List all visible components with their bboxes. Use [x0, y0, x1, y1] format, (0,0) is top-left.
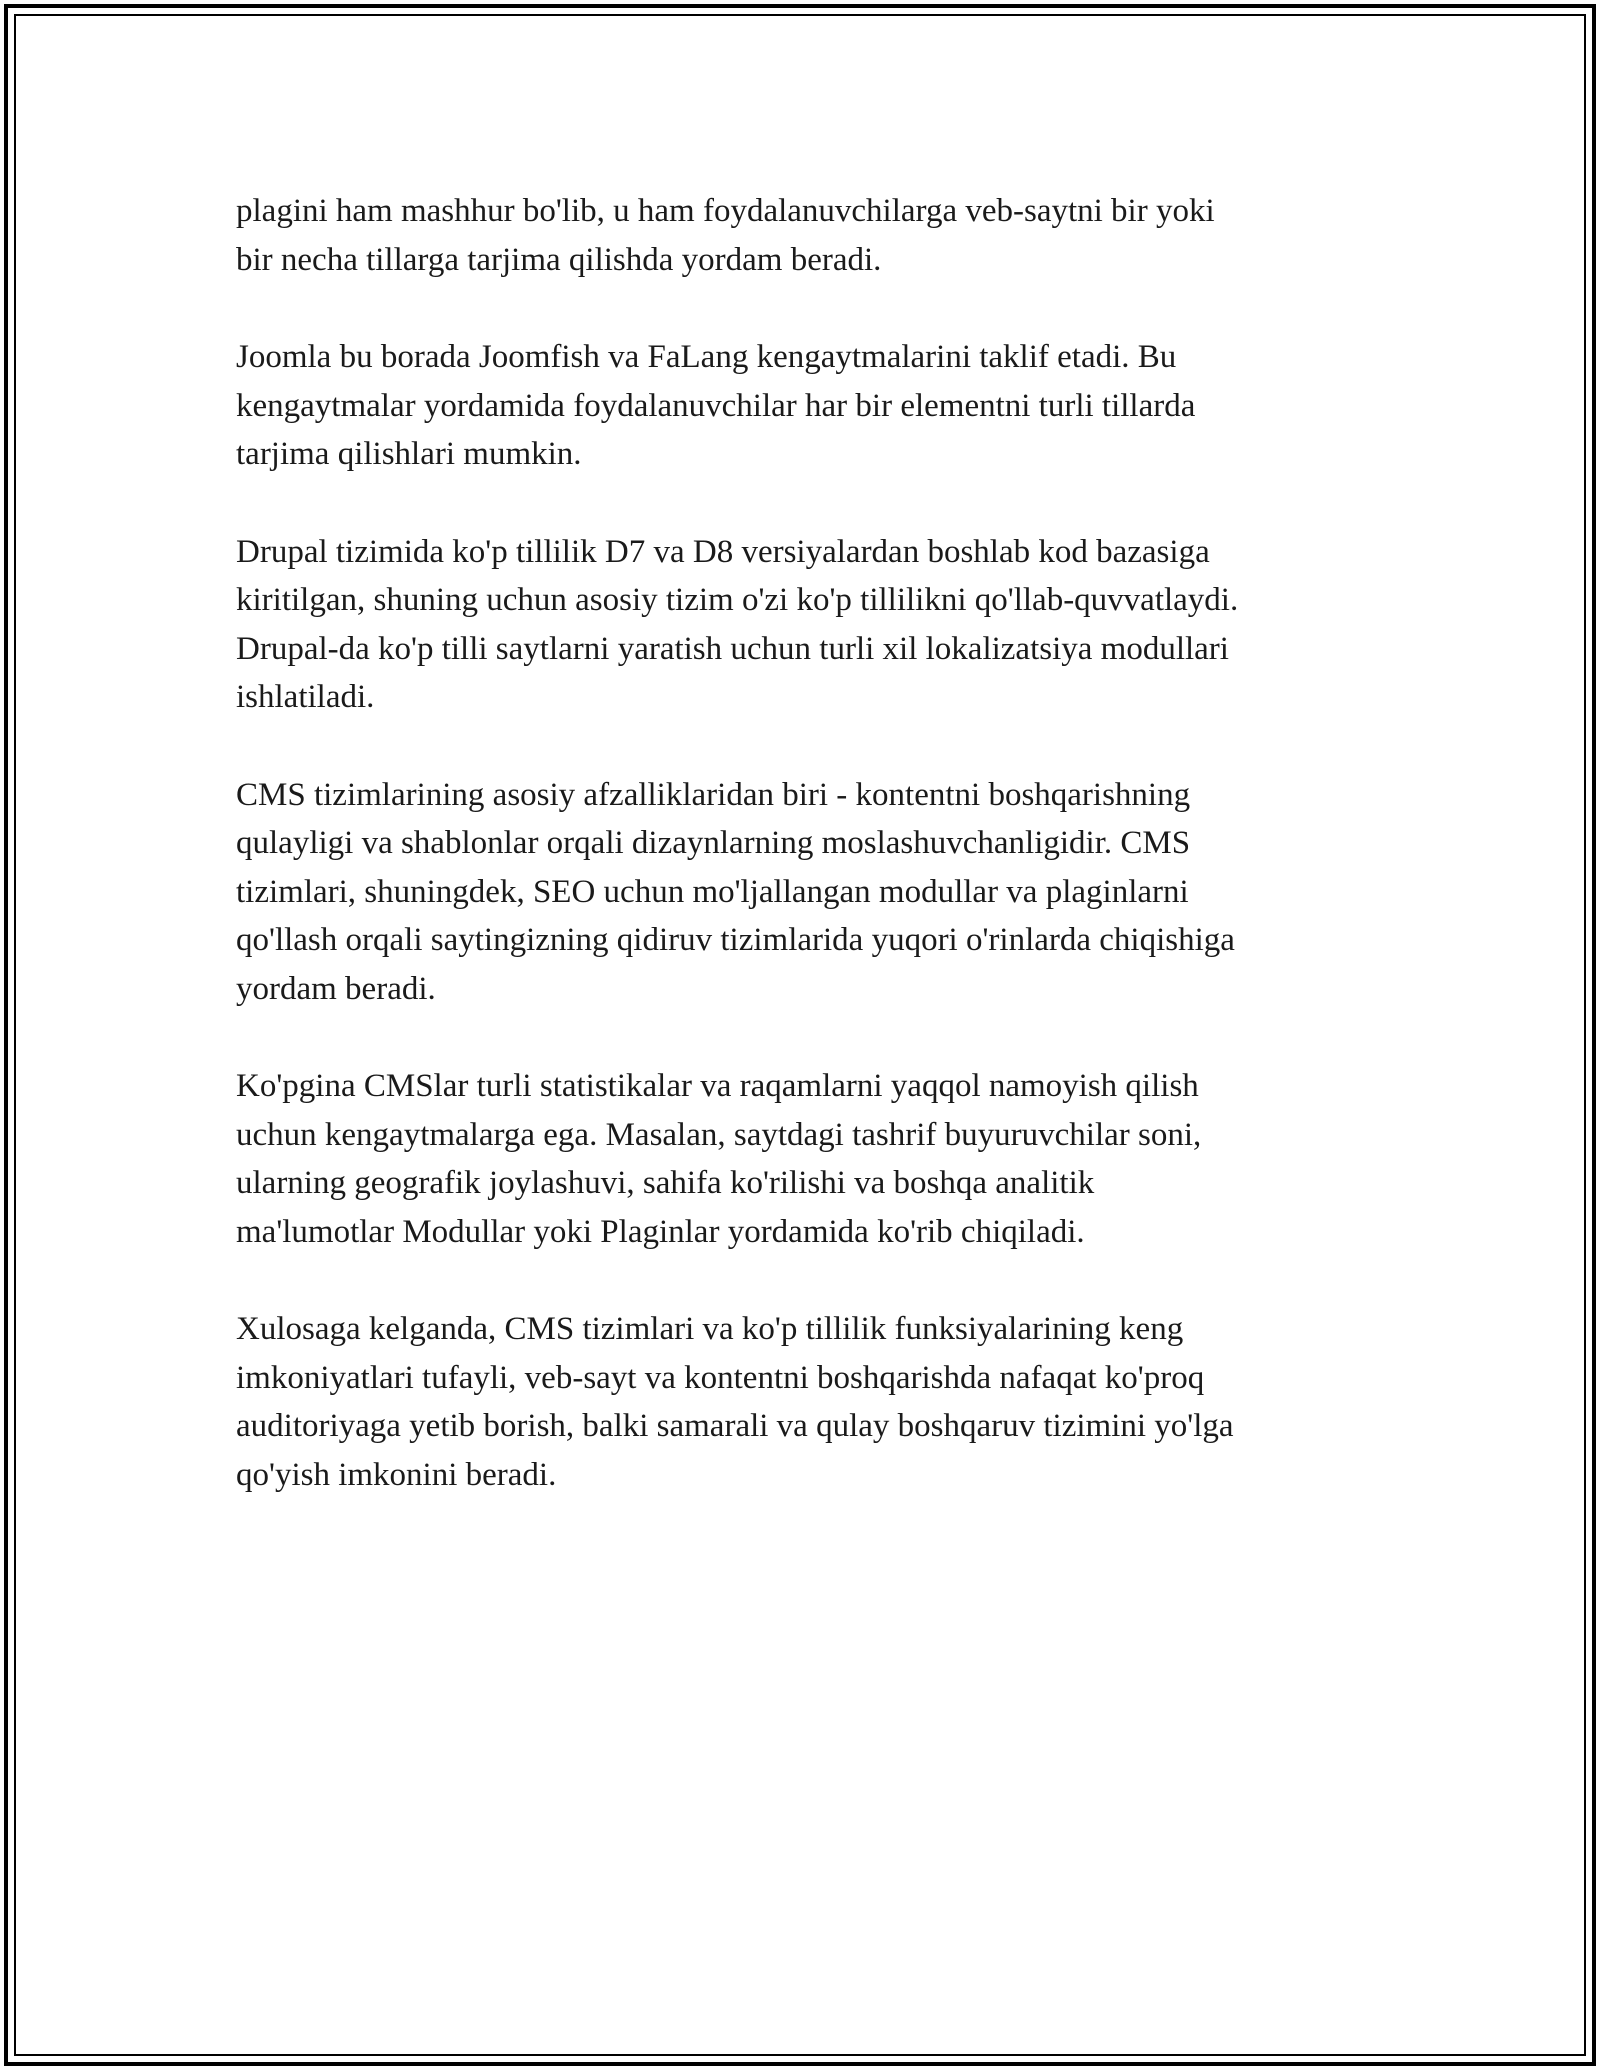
paragraph-cms-statistics: Ko'pgina CMSlar turli statistikalar va raqamlarni yaqqol namoyish qilish uchun kengaytmalarga ega. Masalan, saytdagi tashrif buyuruvchilar soni, ularning geografik joylashuvi, sahifa ko'rilishi va boshqa analitik ma'lumotlar Modullar yoki Plaginlar yordamida ko'rib chiqiladi. — [236, 1068, 1202, 1250]
document-body — [236, 187, 1416, 1548]
paragraph-cms-advantages: CMS tizimlarining asosiy afzalliklaridan biri - kontentni boshqarishning qulayligi va shablonlar orqali dizaynlarning moslashuvchanligidir. CMS tizimlari, shuningdek, SEO uchun mo'ljallangan modullar va plaginlarni qo'llash orqali saytingizning qidiruv tizimlarida yuqori o'rinlarda chiqishiga yordam beradi. — [236, 776, 1235, 1007]
paragraph-joomla: Joomla bu borada Joomfish va FaLang kengaytmalarini taklif etadi. Bu kengaytmalar yordamida foydalanuvchilar har bir elementni turli tillarda tarjima qilishlari mumkin. — [236, 339, 1196, 472]
paragraph-conclusion: Xulosaga kelganda, CMS tizimlari va ko'p tillilik funksiyalarining keng imkoniyatlari tufayli, veb-sayt va kontentni boshqarishda nafaqat ko'proq auditoriyaga yetib borish, balki samarali va qulay boshqaruv tizimini yo'lga qo'yish imkonini beradi. — [236, 1311, 1234, 1493]
paragraph-drupal: Drupal tizimida ko'p tillilik D7 va D8 versiyalardan boshlab kod bazasiga kiritilgan, shuning uchun asosiy tizim o'zi ko'p tillilikni qo'llab-quvvatlaydi. Drupal-da ko'p tilli saytlarni yaratish uchun turli xil lokalizatsiya modullari ishlatiladi. — [236, 533, 1239, 715]
paragraph-plugin-translation: plagini ham mashhur bo'lib, u ham foydalanuvchilarga veb-saytni bir yoki bir necha tillarga tarjima qilishda yordam beradi. — [236, 193, 1215, 278]
